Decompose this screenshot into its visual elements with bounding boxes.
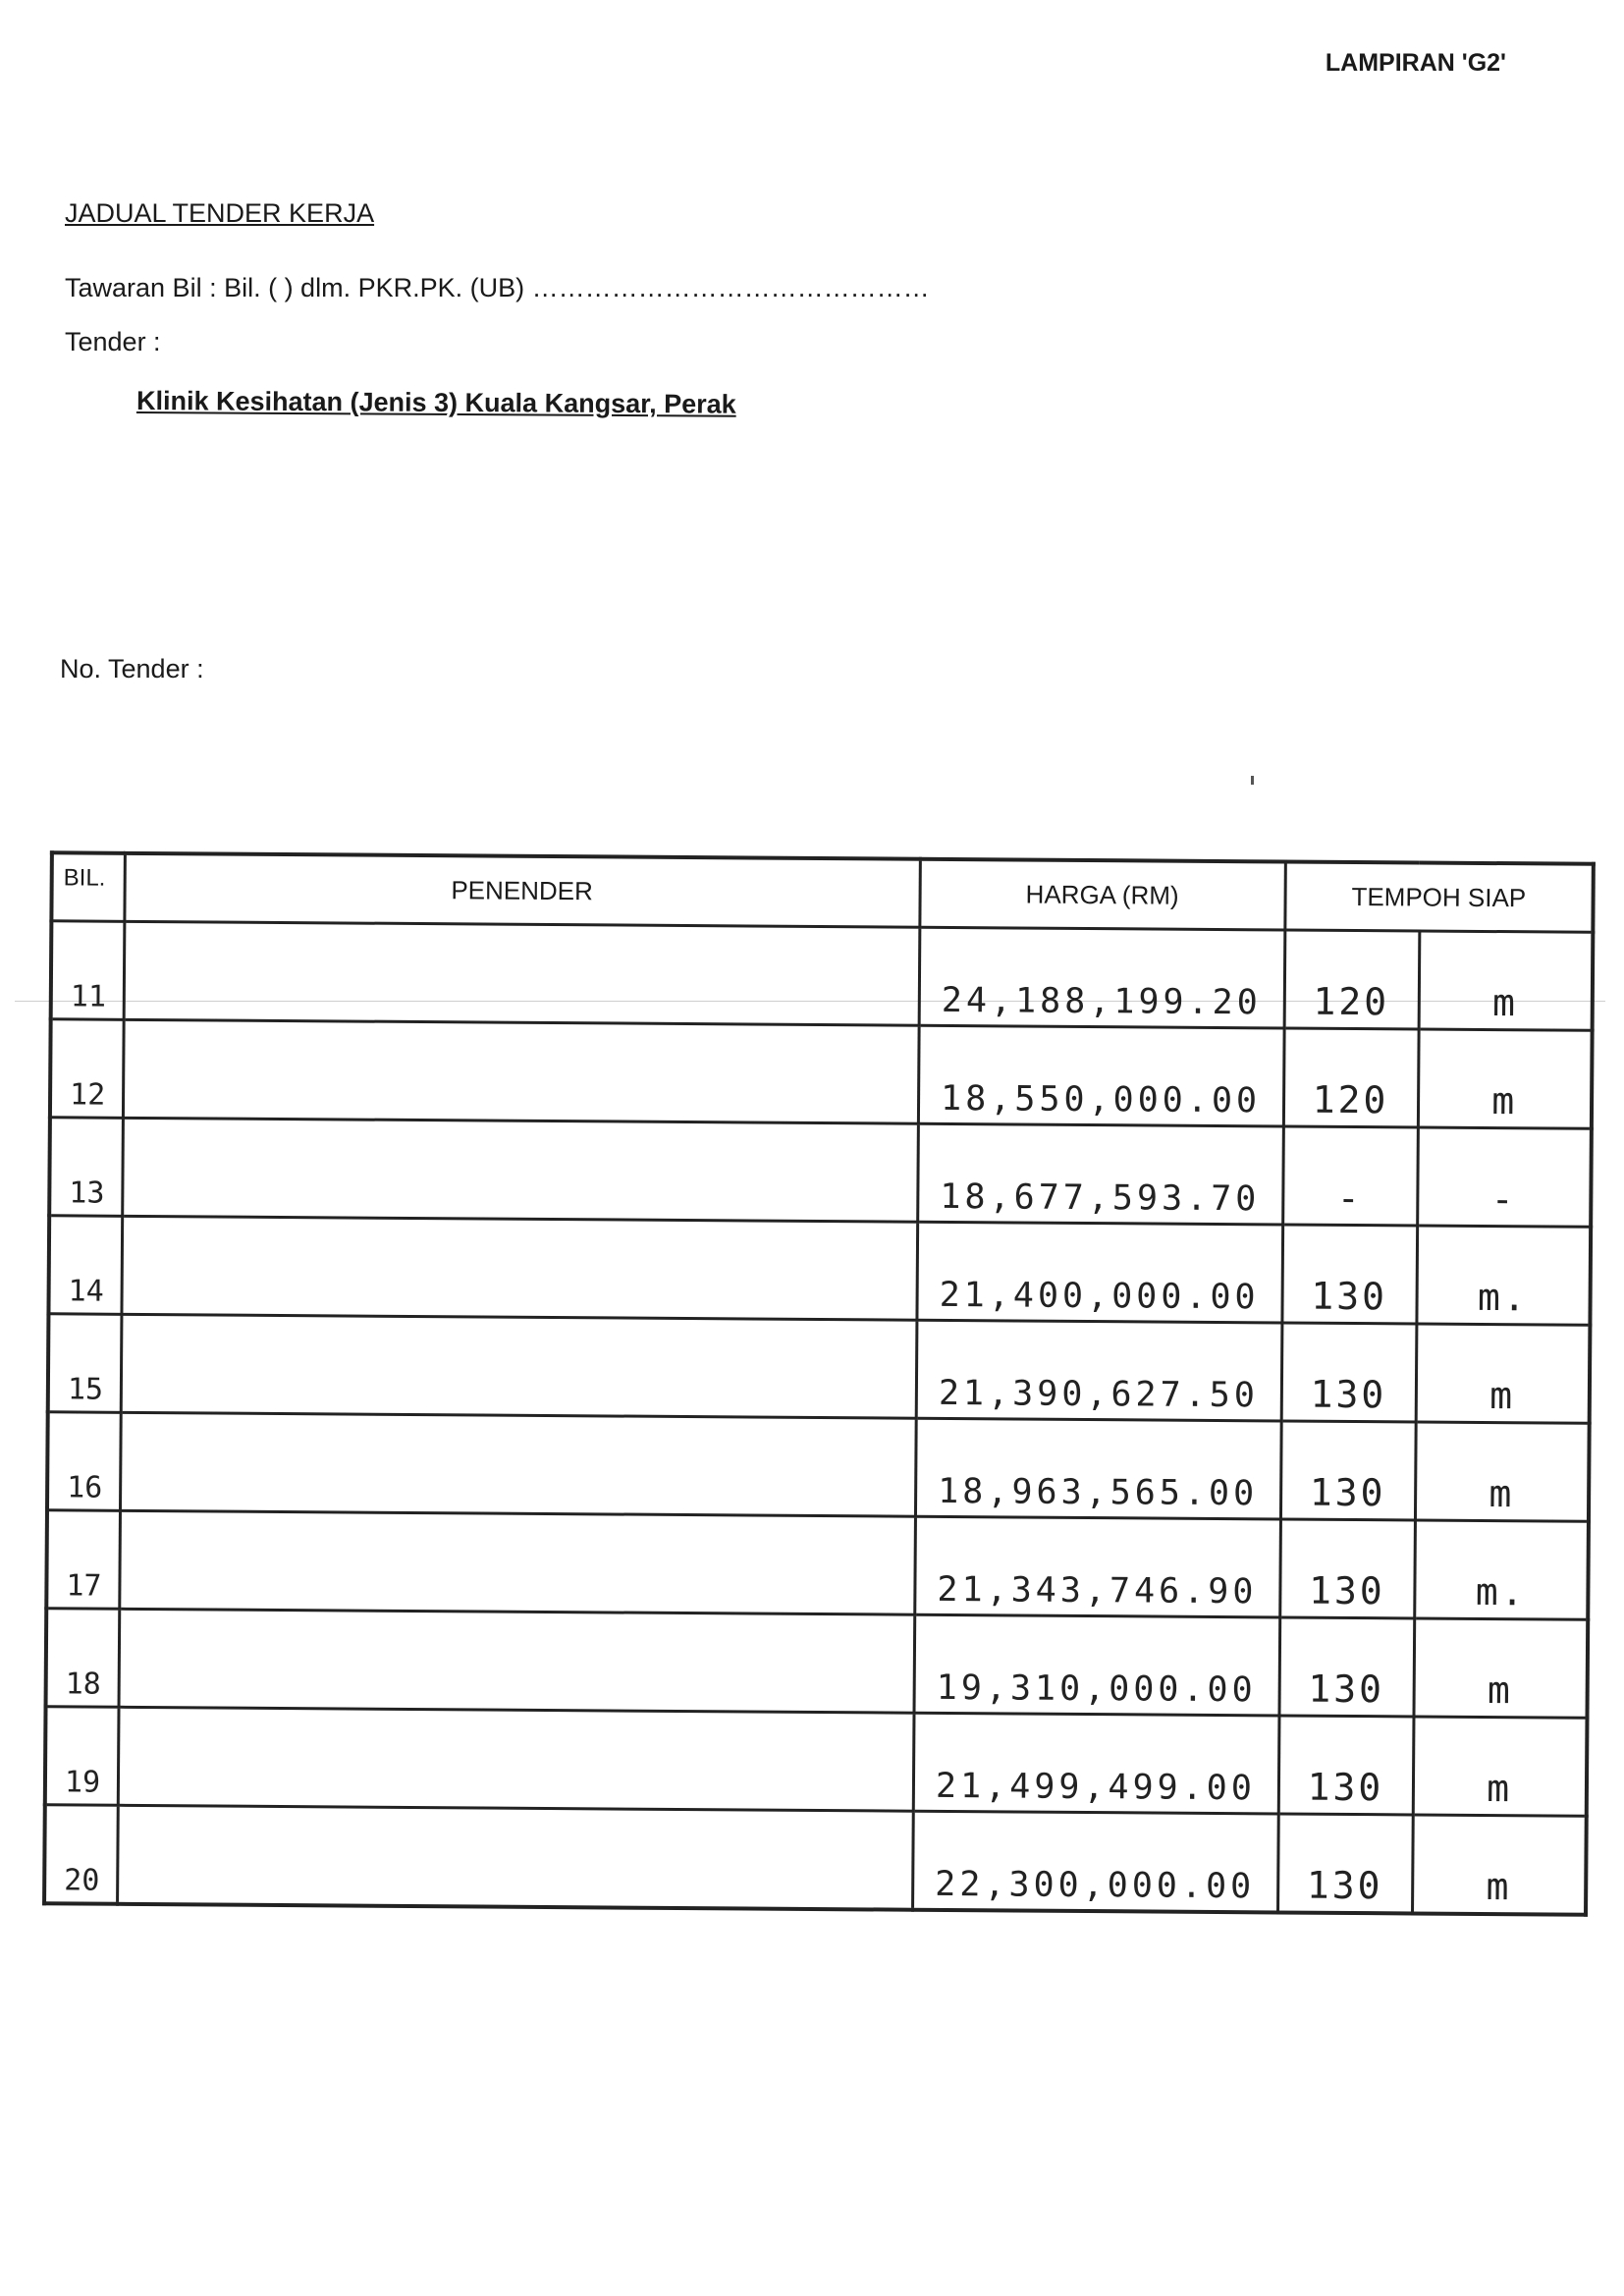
- cell-harga: 18,550,000.00: [918, 1025, 1284, 1126]
- cell-days: 130: [1278, 1716, 1414, 1815]
- table-row: [47, 1412, 1590, 1522]
- cell-penender: [121, 1216, 917, 1320]
- cell-bil: 16: [47, 1412, 121, 1511]
- cell-harga: 21,499,499.00: [913, 1713, 1279, 1814]
- tender-label: Tender :: [65, 327, 161, 356]
- table-row: [48, 1314, 1591, 1424]
- header-harga: HARGA (RM): [919, 859, 1284, 930]
- cell-penender: [124, 921, 920, 1025]
- no-tender-label: No. Tender :: [60, 654, 204, 683]
- cell-unit: m: [1418, 1029, 1593, 1128]
- tender-name: Klinik Kesihatan (Jenis 3) Kuala Kangsar, Perak: [135, 386, 736, 419]
- cell-unit: m.: [1414, 1520, 1589, 1619]
- table-row: [44, 1805, 1587, 1915]
- cell-penender: [117, 1805, 913, 1909]
- cell-unit: -: [1417, 1127, 1592, 1227]
- cell-harga: 19,310,000.00: [914, 1614, 1280, 1716]
- cell-days: 130: [1279, 1519, 1415, 1618]
- cell-harga: 21,343,746.90: [914, 1516, 1280, 1617]
- lampiran-label: LAMPIRAN 'G2': [1325, 49, 1506, 77]
- table-row: [49, 1118, 1592, 1228]
- cell-harga: 22,300,000.00: [912, 1811, 1278, 1912]
- cell-bil: 20: [44, 1805, 118, 1904]
- cell-days: 130: [1277, 1814, 1413, 1914]
- cell-harga: 24,188,199.20: [919, 927, 1285, 1028]
- cell-unit: m: [1413, 1717, 1588, 1816]
- table-body: [44, 921, 1593, 1915]
- header-tempoh: TEMPOH SIAP: [1284, 861, 1594, 932]
- cell-penender: [120, 1412, 916, 1516]
- table-row: [45, 1707, 1588, 1817]
- cell-bil: 12: [50, 1019, 124, 1119]
- table-row: [50, 1019, 1593, 1129]
- cell-harga: 21,390,627.50: [916, 1320, 1282, 1421]
- header-bil: BIL.: [51, 852, 125, 921]
- cell-bil: 11: [51, 921, 125, 1020]
- cell-penender: [119, 1510, 915, 1614]
- table-row: [51, 921, 1594, 1031]
- cell-days: 120: [1284, 930, 1420, 1029]
- cell-days: 130: [1281, 1225, 1417, 1324]
- cell-harga: 21,400,000.00: [916, 1222, 1282, 1323]
- cell-days: 130: [1280, 1421, 1416, 1520]
- cell-unit: m: [1412, 1815, 1587, 1915]
- cell-unit: m.: [1416, 1226, 1591, 1325]
- cell-bil: 19: [45, 1707, 119, 1806]
- cell-penender: [123, 1019, 919, 1123]
- cell-days: 130: [1278, 1617, 1414, 1717]
- cell-penender: [122, 1118, 918, 1222]
- tawaran-line: Tawaran Bil : Bil. ( ) dlm. PKR.PK. (UB) ………………………………………: [65, 273, 930, 302]
- tender-table-wrapper: [42, 850, 1592, 1909]
- cell-unit: m: [1416, 1324, 1591, 1423]
- cell-penender: [119, 1609, 915, 1713]
- cell-penender: [118, 1707, 914, 1811]
- cell-days: -: [1282, 1126, 1418, 1226]
- table-header-row: [51, 852, 1593, 932]
- form-title: JADUAL TENDER KERJA: [65, 198, 375, 228]
- cell-harga: 18,963,565.00: [915, 1418, 1281, 1519]
- cell-penender: [121, 1314, 917, 1418]
- cell-bil: 17: [46, 1510, 120, 1610]
- cell-bil: 14: [48, 1216, 122, 1315]
- header-penender: PENENDER: [124, 853, 919, 927]
- cell-unit: m: [1415, 1422, 1590, 1521]
- cell-bil: 13: [49, 1118, 123, 1217]
- stray-mark: [1251, 776, 1254, 785]
- cell-days: 120: [1283, 1028, 1419, 1127]
- table-row: [46, 1609, 1589, 1719]
- table-row: [46, 1510, 1589, 1620]
- cell-bil: 18: [46, 1609, 120, 1708]
- cell-harga: 18,677,593.70: [917, 1123, 1283, 1225]
- cell-unit: m: [1413, 1618, 1588, 1718]
- cell-unit: m: [1419, 931, 1594, 1030]
- cell-bil: 15: [48, 1314, 122, 1413]
- tender-table: [42, 850, 1596, 1917]
- table-row: [48, 1216, 1591, 1326]
- cell-days: 130: [1281, 1323, 1417, 1422]
